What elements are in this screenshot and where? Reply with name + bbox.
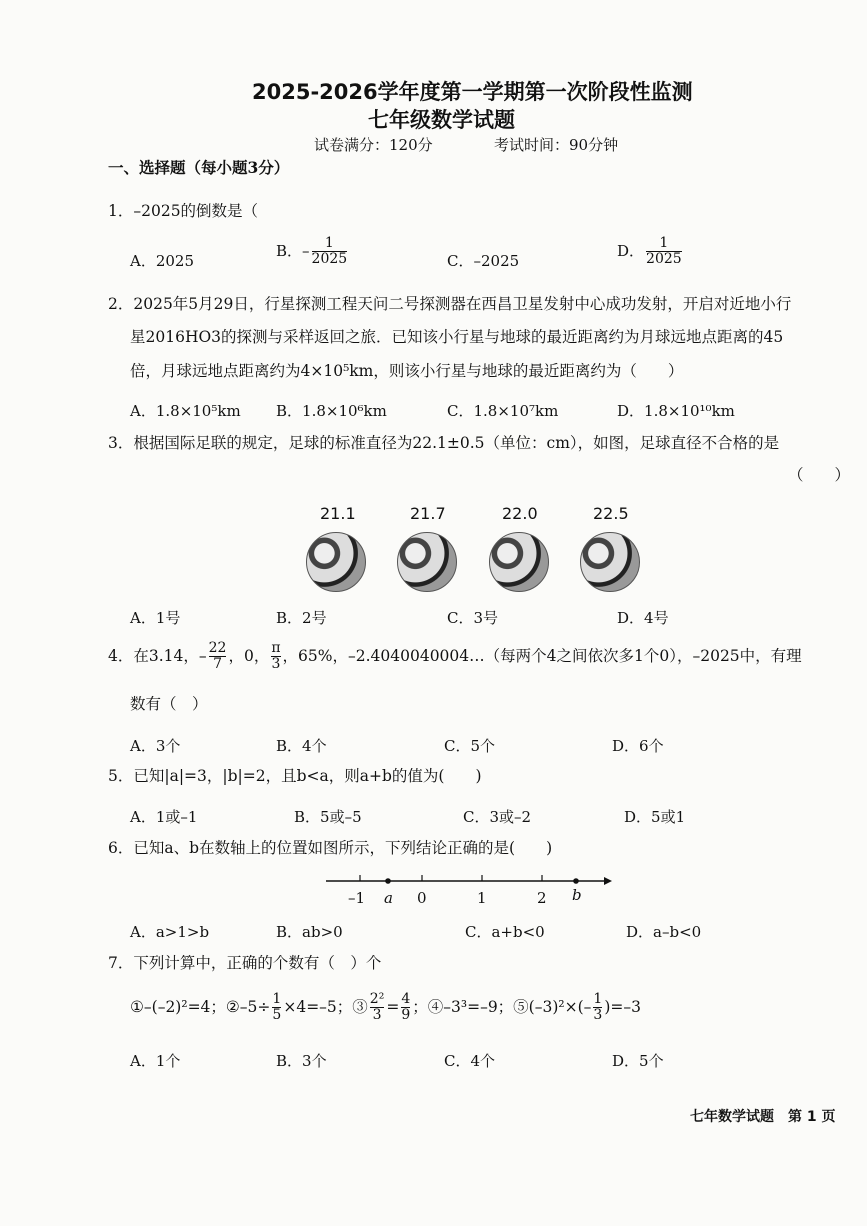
q7-expr-1: ①–(–2)²=4；②–5÷	[130, 997, 271, 1016]
q7-option-c[interactable]: C．4个	[444, 1052, 496, 1070]
q4-prefix: 4．在3.14，–	[108, 646, 207, 665]
q5-option-a[interactable]: A．1或–1	[130, 808, 198, 826]
q6-option-a[interactable]: A．a>1>b	[130, 923, 210, 941]
q7-fraction-1-3: $\frac{1}{3}$	[593, 991, 603, 1024]
q2-option-b[interactable]: B．1.8×10⁶km	[276, 402, 387, 420]
exam-title: 2025-2026学年度第一学期第一次阶段性监测	[252, 80, 693, 104]
question-6-stem: 6．已知a、b在数轴上的位置如图所示，下列结论正确的是( )	[108, 839, 553, 857]
question-7-stem: 7．下列计算中，正确的个数有（ ）个	[108, 954, 382, 972]
q7-expr-4: ；④–3³=–9；⑤(–3)²×(–	[412, 997, 592, 1016]
q1-b-fraction: $\frac{1}{2025}$	[311, 235, 348, 268]
question-7-expressions	[130, 992, 641, 1024]
q3-option-c[interactable]: C．3号	[447, 609, 499, 627]
q5-option-b[interactable]: B．5或–5	[294, 808, 362, 826]
q4-fraction-pi-3: $\frac{\pi}{3}$	[271, 640, 281, 673]
q2-option-c[interactable]: C．1.8×10⁷km	[447, 402, 559, 420]
q1-d-fraction: $\frac{1}{2025}$	[646, 235, 682, 268]
q7-expr-2: ×4=–5；③	[283, 997, 368, 1016]
q1-option-b[interactable]	[276, 236, 349, 268]
q1-b-prefix: B．–	[276, 241, 310, 260]
page-footer: 七年数学试题 第 1 页	[690, 1109, 836, 1125]
full-score: 试卷满分：120分	[314, 136, 433, 154]
q6-option-c[interactable]: C．a+b<0	[465, 923, 545, 941]
q7-expr-3: =	[386, 997, 400, 1016]
axis-label-1: 1	[477, 889, 487, 907]
q4-option-b[interactable]: B．4个	[276, 737, 327, 755]
soccer-ball-2-image	[397, 532, 457, 592]
question-2-line-1: 2．2025年5月29日，行星探测工程天问二号探测器在西昌卫星发射中心成功发射，开启对近地小行	[108, 295, 792, 313]
q4-option-a[interactable]: A．3个	[130, 737, 181, 755]
question-5-stem: 5．已知|a|=3，|b|=2，且b<a，则a+b的值为( )	[108, 767, 482, 785]
q6-option-b[interactable]: B．ab>0	[276, 923, 343, 941]
q2-option-d[interactable]: D．1.8×10¹⁰km	[617, 402, 735, 420]
ball-2-label: 21.7	[410, 504, 446, 523]
question-1-stem: 1．–2025的倒数是（	[108, 202, 259, 220]
q7-fraction-1-5: $\frac{1}{5}$	[272, 991, 282, 1024]
question-3-paren: （ ）	[788, 466, 851, 484]
axis-label-b: b	[572, 886, 582, 904]
q1-option-c[interactable]: C．–2025	[447, 252, 520, 270]
q5-option-c[interactable]: C．3或–2	[463, 808, 532, 826]
q7-option-a[interactable]: A．1个	[130, 1052, 181, 1070]
ball-1-label: 21.1	[320, 504, 356, 523]
soccer-ball-1-image	[306, 532, 366, 592]
axis-label-neg1: –1	[348, 889, 366, 907]
q4-rest: ，65%，–2.4040040004…（每两个4之间依次多1个0），–2025中，有理	[282, 646, 802, 665]
q4-option-d[interactable]: D．6个	[612, 737, 664, 755]
question-2-line-2: 星2016HO3的探测与采样返回之旅．已知该小行星与地球的最近距离约为月球远地点距离的45	[130, 328, 784, 346]
question-4-line-2: 数有（ ）	[130, 695, 208, 713]
q4-fraction-22-7: $\frac{22}{7}$	[208, 640, 227, 673]
q3-option-b[interactable]: B．2号	[276, 609, 327, 627]
q7-fraction-4-9: $\frac{4}{9}$	[401, 991, 411, 1024]
axis-label-0: 0	[417, 889, 427, 907]
q5-option-d[interactable]: D．5或1	[624, 808, 686, 826]
ball-3-label: 22.0	[502, 504, 538, 523]
question-2-line-3: 倍，月球远地点距离约为4×10⁵km，则该小行星与地球的最近距离约为（ ）	[130, 362, 684, 380]
q1-option-a[interactable]: A．2025	[130, 252, 195, 270]
q6-option-d[interactable]: D．a–b<0	[626, 923, 702, 941]
section-heading: 一、选择题（每小题3分）	[108, 158, 290, 177]
axis-label-a: a	[384, 889, 393, 907]
q3-option-a[interactable]: A．1号	[130, 609, 181, 627]
q7-option-d[interactable]: D．5个	[612, 1052, 664, 1070]
q3-option-d[interactable]: D．4号	[617, 609, 669, 627]
soccer-ball-3-image	[489, 532, 549, 592]
q4-mid: ，0，	[228, 646, 270, 665]
q7-expr-5: )=–3	[604, 997, 641, 1016]
q1-option-d[interactable]	[617, 236, 684, 268]
q2-option-a[interactable]: A．1.8×10⁵km	[130, 402, 241, 420]
soccer-ball-4-image	[580, 532, 640, 592]
q4-option-c[interactable]: C．5个	[444, 737, 496, 755]
q1-d-prefix: D．	[617, 241, 645, 260]
question-3-stem: 3．根据国际足联的规定，足球的标准直径为22.1±0.5（单位：cm），如图，足球直径不合格的是	[108, 434, 780, 452]
exam-subtitle: 七年级数学试题	[368, 108, 515, 132]
q7-option-b[interactable]: B．3个	[276, 1052, 327, 1070]
question-4-stem	[108, 641, 802, 673]
ball-4-label: 22.5	[593, 504, 629, 523]
exam-time: 考试时间：90分钟	[494, 136, 619, 154]
q7-fraction-4-3: $\frac{\text{2²}}{3}$	[369, 991, 385, 1024]
axis-label-2: 2	[537, 889, 547, 907]
